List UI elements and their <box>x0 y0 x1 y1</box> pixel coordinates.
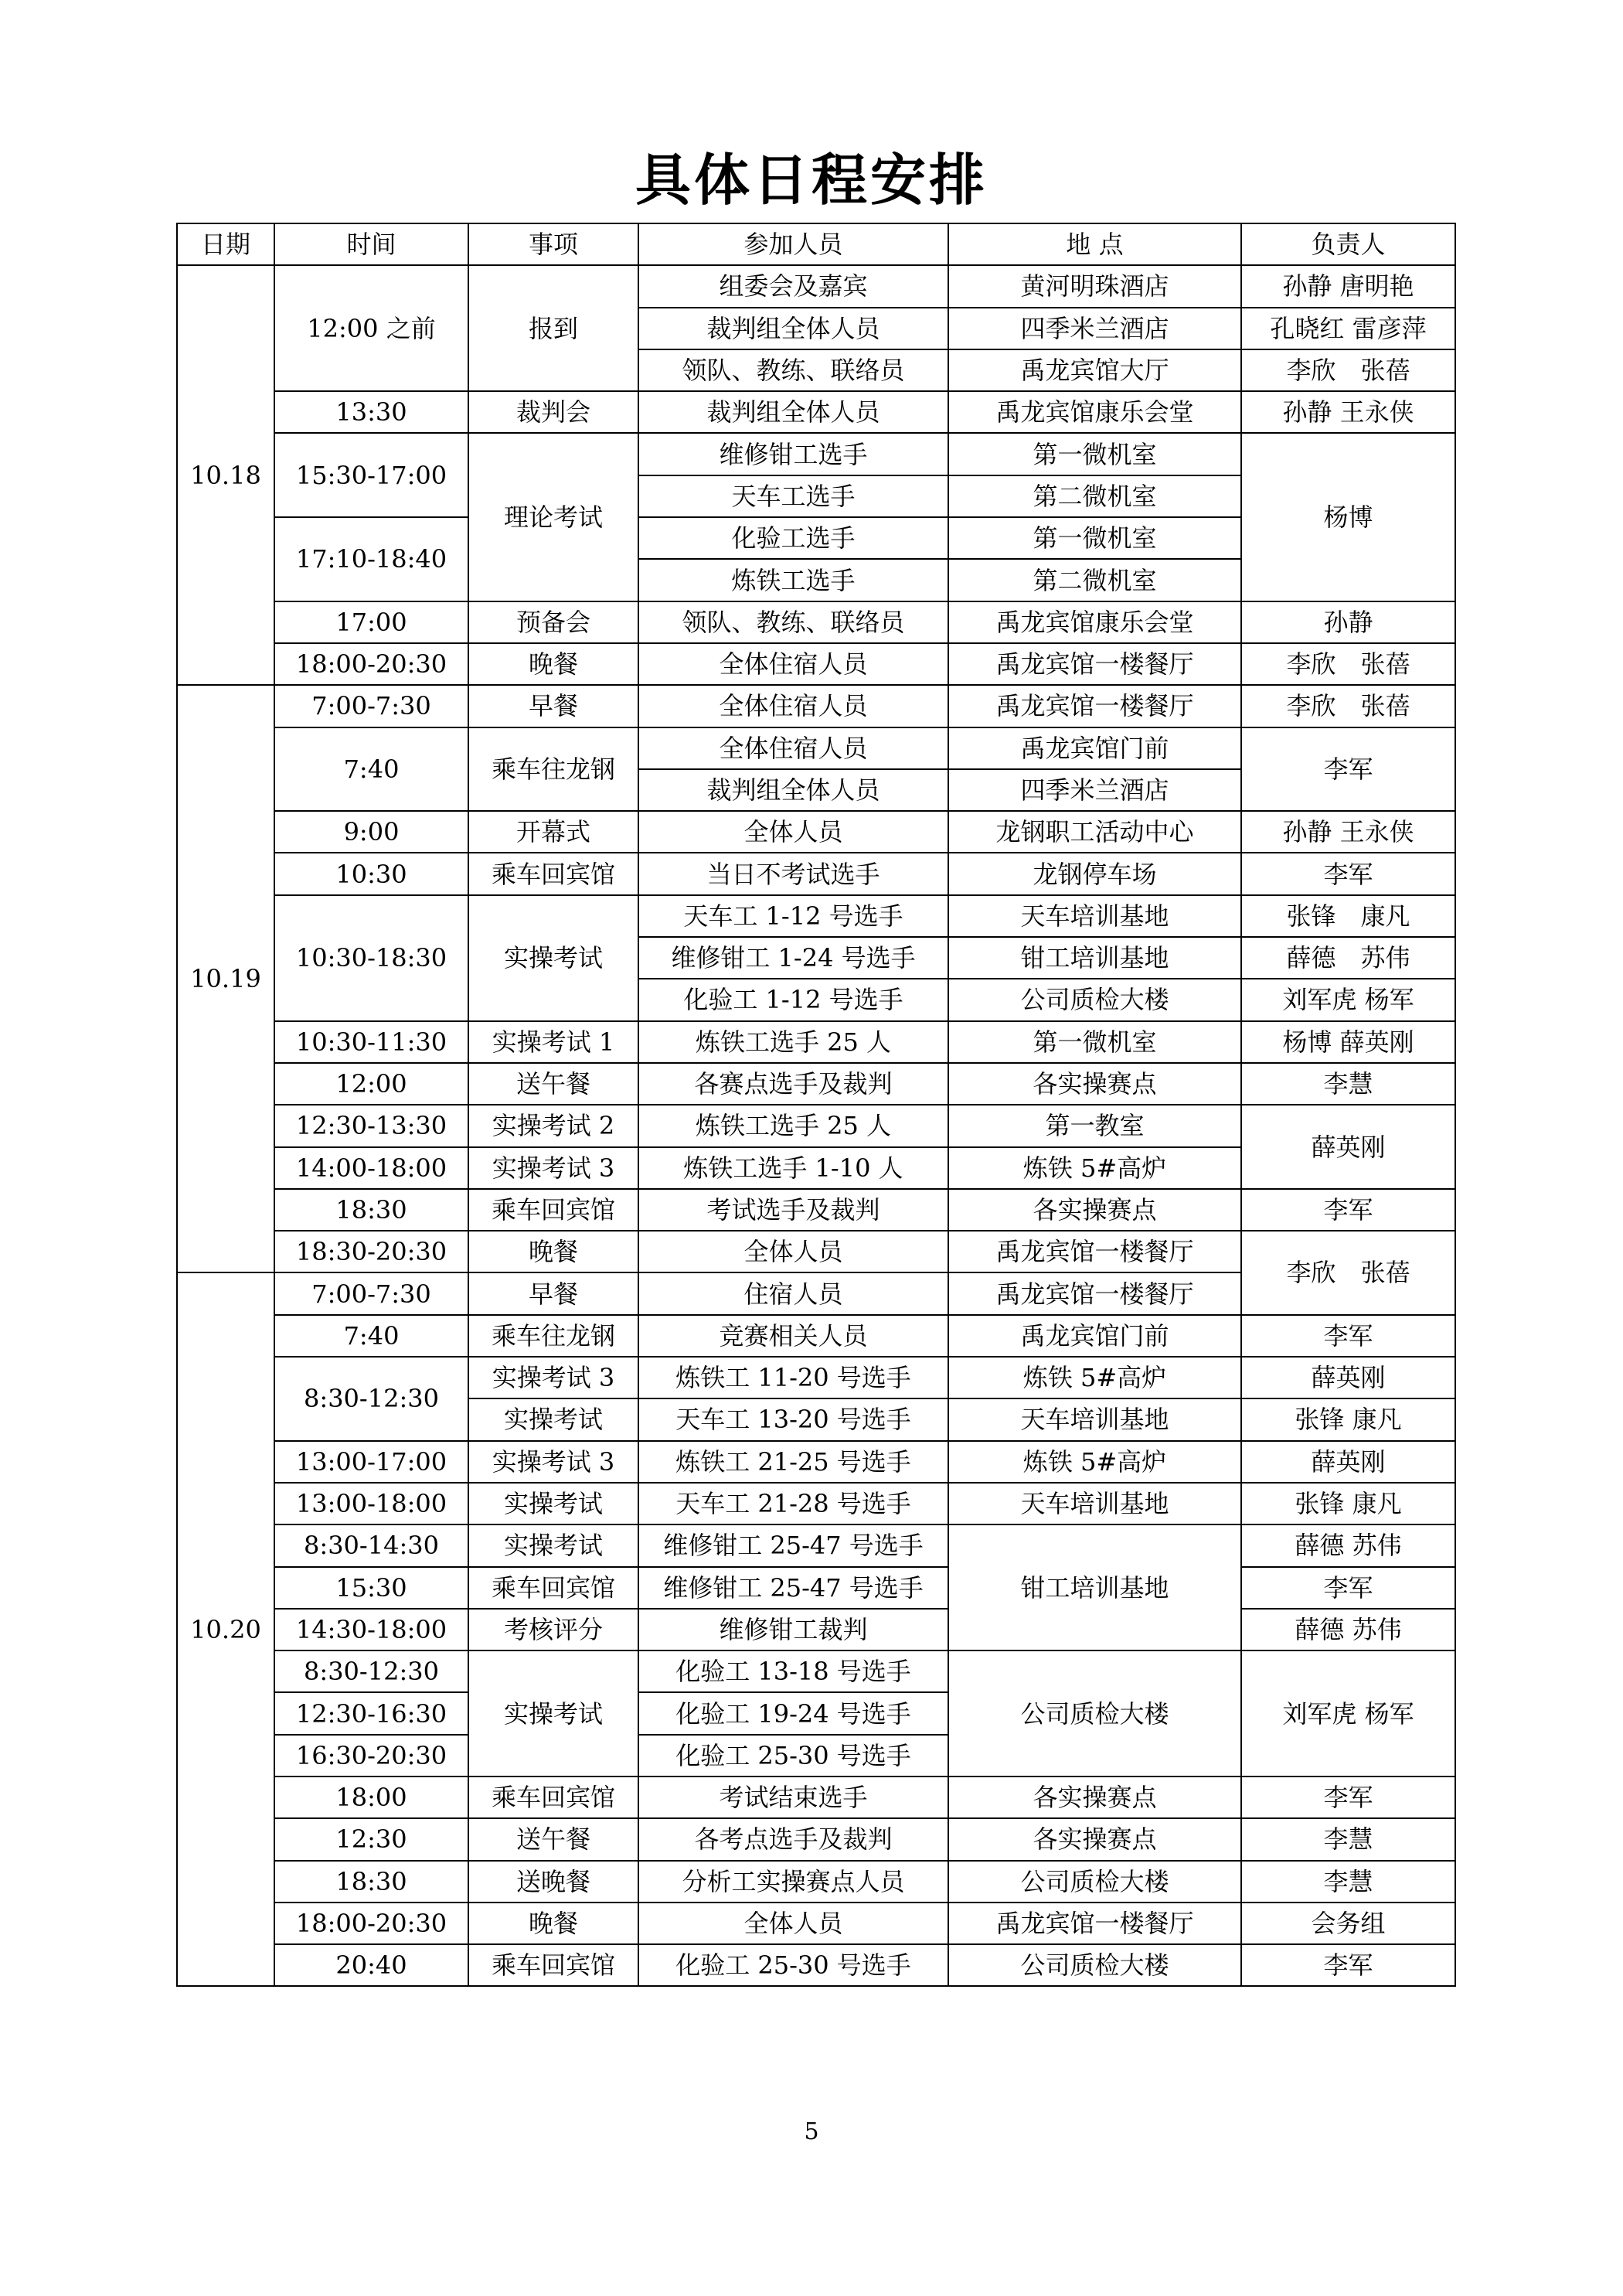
person-cell: 张锋 康凡 <box>1241 895 1455 937</box>
participants-cell: 维修钳工 25-47 号选手 <box>638 1524 948 1566</box>
item-cell: 乘车回宾馆 <box>468 1189 638 1231</box>
participants-cell: 全体人员 <box>638 1903 948 1944</box>
person-cell: 薛德 苏伟 <box>1241 1524 1455 1566</box>
item-cell: 实操考试 <box>468 1650 638 1777</box>
location-cell: 天车培训基地 <box>948 1483 1241 1524</box>
item-cell: 报到 <box>468 265 638 391</box>
participants-cell: 全体住宿人员 <box>638 643 948 685</box>
location-cell: 各实操赛点 <box>948 1063 1241 1105</box>
participants-cell: 化验工 25-30 号选手 <box>638 1944 948 1986</box>
person-cell: 孙静 王永侠 <box>1241 811 1455 853</box>
time-cell: 14:30-18:00 <box>274 1609 468 1650</box>
participants-cell: 全体住宿人员 <box>638 727 948 769</box>
time-cell: 8:30-14:30 <box>274 1524 468 1566</box>
table-row <box>177 727 1455 769</box>
location-cell: 公司质检大楼 <box>948 1861 1241 1903</box>
participants-cell: 炼铁工 21-25 号选手 <box>638 1441 948 1483</box>
location-cell: 天车培训基地 <box>948 1398 1241 1440</box>
location-cell: 禹龙宾馆门前 <box>948 727 1241 769</box>
person-cell: 李军 <box>1241 1315 1455 1357</box>
participants-cell: 全体住宿人员 <box>638 685 948 727</box>
person-cell: 杨博 薛英刚 <box>1241 1021 1455 1063</box>
time-cell: 13:30 <box>274 391 468 433</box>
participants-cell: 各赛点选手及裁判 <box>638 1063 948 1105</box>
participants-cell: 化验工 1-12 号选手 <box>638 979 948 1020</box>
item-cell: 晚餐 <box>468 1903 638 1944</box>
time-cell: 7:00-7:30 <box>274 1272 468 1314</box>
person-cell: 薛德 苏伟 <box>1241 1609 1455 1650</box>
location-cell: 第一微机室 <box>948 1021 1241 1063</box>
person-cell: 薛英刚 <box>1241 1441 1455 1483</box>
person-cell: 李军 <box>1241 1944 1455 1986</box>
participants-cell: 竞赛相关人员 <box>638 1315 948 1357</box>
person-cell: 李军 <box>1241 727 1455 812</box>
person-cell: 刘军虎 杨军 <box>1241 1650 1455 1777</box>
item-cell: 开幕式 <box>468 811 638 853</box>
participants-cell: 维修钳工 1-24 号选手 <box>638 937 948 979</box>
time-cell: 17:00 <box>274 601 468 643</box>
header-location: 地 点 <box>948 223 1241 265</box>
person-cell: 薛英刚 <box>1241 1105 1455 1189</box>
table-row <box>177 1903 1455 1944</box>
location-cell: 禹龙宾馆一楼餐厅 <box>948 685 1241 727</box>
table-row <box>177 1315 1455 1357</box>
table-row <box>177 1063 1455 1105</box>
item-cell: 乘车往龙钢 <box>468 727 638 812</box>
time-cell: 18:30-20:30 <box>274 1231 468 1272</box>
person-cell: 李慧 <box>1241 1063 1455 1105</box>
person-cell: 孔晓红 雷彦萍 <box>1241 308 1455 349</box>
participants-cell: 分析工实操赛点人员 <box>638 1861 948 1903</box>
participants-cell: 天车工 1-12 号选手 <box>638 895 948 937</box>
participants-cell: 炼铁工选手 <box>638 559 948 601</box>
date-cell: 10.18 <box>177 265 274 685</box>
date-cell: 10.19 <box>177 685 274 1272</box>
location-cell: 第二微机室 <box>948 475 1241 517</box>
location-cell: 各实操赛点 <box>948 1189 1241 1231</box>
location-cell: 公司质检大楼 <box>948 1650 1241 1777</box>
participants-cell: 裁判组全体人员 <box>638 308 948 349</box>
location-cell: 第一教室 <box>948 1105 1241 1146</box>
location-cell: 钳工培训基地 <box>948 937 1241 979</box>
item-cell: 乘车往龙钢 <box>468 1315 638 1357</box>
participants-cell: 化验工 13-18 号选手 <box>638 1650 948 1692</box>
table-row <box>177 1483 1455 1524</box>
location-cell: 禹龙宾馆一楼餐厅 <box>948 1272 1241 1314</box>
participants-cell: 裁判组全体人员 <box>638 391 948 433</box>
time-cell: 15:30 <box>274 1567 468 1609</box>
participants-cell: 化验工 19-24 号选手 <box>638 1692 948 1734</box>
location-cell: 龙钢停车场 <box>948 853 1241 894</box>
participants-cell: 住宿人员 <box>638 1272 948 1314</box>
person-cell: 会务组 <box>1241 1903 1455 1944</box>
time-cell: 7:40 <box>274 727 468 812</box>
schedule-table <box>176 223 1456 1987</box>
participants-cell: 考试选手及裁判 <box>638 1189 948 1231</box>
table-row <box>177 643 1455 685</box>
participants-cell: 组委会及嘉宾 <box>638 265 948 307</box>
time-cell: 7:40 <box>274 1315 468 1357</box>
table-row <box>177 1357 1455 1398</box>
item-cell: 理论考试 <box>468 433 638 601</box>
location-cell: 第一微机室 <box>948 433 1241 475</box>
person-cell: 刘军虎 杨军 <box>1241 979 1455 1020</box>
person-cell: 张锋 康凡 <box>1241 1483 1455 1524</box>
participants-cell: 维修钳工选手 <box>638 433 948 475</box>
item-cell: 晚餐 <box>468 643 638 685</box>
person-cell: 杨博 <box>1241 433 1455 601</box>
location-cell: 四季米兰酒店 <box>948 769 1241 811</box>
participants-cell: 考试结束选手 <box>638 1777 948 1818</box>
participants-cell: 裁判组全体人员 <box>638 769 948 811</box>
participants-cell: 化验工选手 <box>638 517 948 559</box>
time-cell: 13:00-17:00 <box>274 1441 468 1483</box>
participants-cell: 炼铁工选手 25 人 <box>638 1021 948 1063</box>
item-cell: 实操考试 <box>468 1483 638 1524</box>
table-header-row <box>177 223 1455 265</box>
time-cell: 12:30-13:30 <box>274 1105 468 1146</box>
item-cell: 实操考试 3 <box>468 1147 638 1189</box>
item-cell: 送晚餐 <box>468 1861 638 1903</box>
location-cell: 各实操赛点 <box>948 1818 1241 1860</box>
item-cell: 乘车回宾馆 <box>468 853 638 894</box>
table-row <box>177 1105 1455 1146</box>
location-cell: 天车培训基地 <box>948 895 1241 937</box>
table-row <box>177 1524 1455 1566</box>
location-cell: 龙钢职工活动中心 <box>948 811 1241 853</box>
table-row <box>177 1818 1455 1860</box>
item-cell: 实操考试 <box>468 895 638 1021</box>
item-cell: 早餐 <box>468 685 638 727</box>
person-cell: 孙静 <box>1241 601 1455 643</box>
table-row <box>177 1441 1455 1483</box>
table-row <box>177 1650 1455 1692</box>
table-row <box>177 433 1455 475</box>
item-cell: 预备会 <box>468 601 638 643</box>
time-cell: 10:30-18:30 <box>274 895 468 1021</box>
time-cell: 8:30-12:30 <box>274 1650 468 1692</box>
location-cell: 禹龙宾馆康乐会堂 <box>948 601 1241 643</box>
person-cell: 薛英刚 <box>1241 1357 1455 1398</box>
location-cell: 黄河明珠酒店 <box>948 265 1241 307</box>
participants-cell: 天车工 13-20 号选手 <box>638 1398 948 1440</box>
time-cell: 12:30-16:30 <box>274 1692 468 1734</box>
location-cell: 各实操赛点 <box>948 1777 1241 1818</box>
item-cell: 送午餐 <box>468 1063 638 1105</box>
location-cell: 炼铁 5#高炉 <box>948 1441 1241 1483</box>
time-cell: 12:00 之前 <box>274 265 468 391</box>
table-row <box>177 265 1455 307</box>
time-cell: 18:00-20:30 <box>274 1903 468 1944</box>
participants-cell: 领队、教练、联络员 <box>638 601 948 643</box>
person-cell: 李欣 张蓓 <box>1241 685 1455 727</box>
time-cell: 18:00 <box>274 1777 468 1818</box>
table-row <box>177 895 1455 937</box>
header-time: 时间 <box>274 223 468 265</box>
time-cell: 10:30 <box>274 853 468 894</box>
item-cell: 实操考试 2 <box>468 1105 638 1146</box>
table-row <box>177 685 1455 727</box>
person-cell: 孙静 王永侠 <box>1241 391 1455 433</box>
item-cell: 裁判会 <box>468 391 638 433</box>
participants-cell: 天车工选手 <box>638 475 948 517</box>
participants-cell: 全体人员 <box>638 811 948 853</box>
participants-cell: 维修钳工裁判 <box>638 1609 948 1650</box>
person-cell: 李军 <box>1241 1567 1455 1609</box>
participants-cell: 当日不考试选手 <box>638 853 948 894</box>
participants-cell: 炼铁工选手 1-10 人 <box>638 1147 948 1189</box>
person-cell: 李欣 张蓓 <box>1241 349 1455 391</box>
item-cell: 实操考试 3 <box>468 1441 638 1483</box>
item-cell: 实操考试 1 <box>468 1021 638 1063</box>
time-cell: 18:00-20:30 <box>274 643 468 685</box>
location-cell: 第二微机室 <box>948 559 1241 601</box>
item-cell: 实操考试 <box>468 1398 638 1440</box>
table-row <box>177 1944 1455 1986</box>
location-cell: 禹龙宾馆一楼餐厅 <box>948 1231 1241 1272</box>
person-cell: 李慧 <box>1241 1861 1455 1903</box>
item-cell: 考核评分 <box>468 1609 638 1650</box>
participants-cell: 维修钳工 25-47 号选手 <box>638 1567 948 1609</box>
item-cell: 乘车回宾馆 <box>468 1777 638 1818</box>
item-cell: 乘车回宾馆 <box>468 1567 638 1609</box>
page-number: 5 <box>804 2118 819 2145</box>
location-cell: 第一微机室 <box>948 517 1241 559</box>
header-date: 日期 <box>177 223 274 265</box>
time-cell: 13:00-18:00 <box>274 1483 468 1524</box>
location-cell: 禹龙宾馆大厅 <box>948 349 1241 391</box>
table-row <box>177 1609 1455 1650</box>
time-cell: 9:00 <box>274 811 468 853</box>
time-cell: 8:30-12:30 <box>274 1357 468 1441</box>
time-cell: 7:00-7:30 <box>274 685 468 727</box>
participants-cell: 全体人员 <box>638 1231 948 1272</box>
item-cell: 实操考试 3 <box>468 1357 638 1398</box>
table-row <box>177 1777 1455 1818</box>
person-cell: 李欣 张蓓 <box>1241 643 1455 685</box>
item-cell: 早餐 <box>468 1272 638 1314</box>
location-cell: 禹龙宾馆门前 <box>948 1315 1241 1357</box>
time-cell: 17:10-18:40 <box>274 517 468 601</box>
location-cell: 公司质检大楼 <box>948 1944 1241 1986</box>
item-cell: 乘车回宾馆 <box>468 1944 638 1986</box>
person-cell: 李军 <box>1241 1777 1455 1818</box>
date-cell: 10.20 <box>177 1272 274 1986</box>
item-cell: 送午餐 <box>468 1818 638 1860</box>
location-cell: 炼铁 5#高炉 <box>948 1357 1241 1398</box>
location-cell: 禹龙宾馆康乐会堂 <box>948 391 1241 433</box>
time-cell: 18:30 <box>274 1189 468 1231</box>
person-cell: 李军 <box>1241 1189 1455 1231</box>
location-cell: 炼铁 5#高炉 <box>948 1147 1241 1189</box>
time-cell: 16:30-20:30 <box>274 1735 468 1777</box>
location-cell: 禹龙宾馆一楼餐厅 <box>948 1903 1241 1944</box>
person-cell: 李欣 张蓓 <box>1241 1231 1455 1315</box>
person-cell: 李慧 <box>1241 1818 1455 1860</box>
time-cell: 12:30 <box>274 1818 468 1860</box>
time-cell: 10:30-11:30 <box>274 1021 468 1063</box>
participants-cell: 各考点选手及裁判 <box>638 1818 948 1860</box>
table-row <box>177 1021 1455 1063</box>
person-cell: 张锋 康凡 <box>1241 1398 1455 1440</box>
table-row <box>177 811 1455 853</box>
person-cell: 李军 <box>1241 853 1455 894</box>
table-row <box>177 601 1455 643</box>
location-cell: 四季米兰酒店 <box>948 308 1241 349</box>
table-row <box>177 1189 1455 1231</box>
participants-cell: 化验工 25-30 号选手 <box>638 1735 948 1777</box>
location-cell: 公司质检大楼 <box>948 979 1241 1020</box>
table-row <box>177 1861 1455 1903</box>
time-cell: 12:00 <box>274 1063 468 1105</box>
item-cell: 实操考试 <box>468 1524 638 1566</box>
location-cell: 禹龙宾馆一楼餐厅 <box>948 643 1241 685</box>
participants-cell: 天车工 21-28 号选手 <box>638 1483 948 1524</box>
time-cell: 15:30-17:00 <box>274 433 468 517</box>
item-cell: 晚餐 <box>468 1231 638 1272</box>
table-row <box>177 853 1455 894</box>
header-participants: 参加人员 <box>638 223 948 265</box>
location-cell: 钳工培训基地 <box>948 1524 1241 1650</box>
table-row <box>177 1567 1455 1609</box>
header-item: 事项 <box>468 223 638 265</box>
table-row <box>177 391 1455 433</box>
table-row <box>177 1231 1455 1272</box>
page-title: 具体日程安排 <box>635 148 988 213</box>
time-cell: 14:00-18:00 <box>274 1147 468 1189</box>
person-cell: 孙静 唐明艳 <box>1241 265 1455 307</box>
participants-cell: 炼铁工 11-20 号选手 <box>638 1357 948 1398</box>
participants-cell: 领队、教练、联络员 <box>638 349 948 391</box>
time-cell: 20:40 <box>274 1944 468 1986</box>
person-cell: 薛德 苏伟 <box>1241 937 1455 979</box>
header-person-in-charge: 负责人 <box>1241 223 1455 265</box>
participants-cell: 炼铁工选手 25 人 <box>638 1105 948 1146</box>
time-cell: 18:30 <box>274 1861 468 1903</box>
